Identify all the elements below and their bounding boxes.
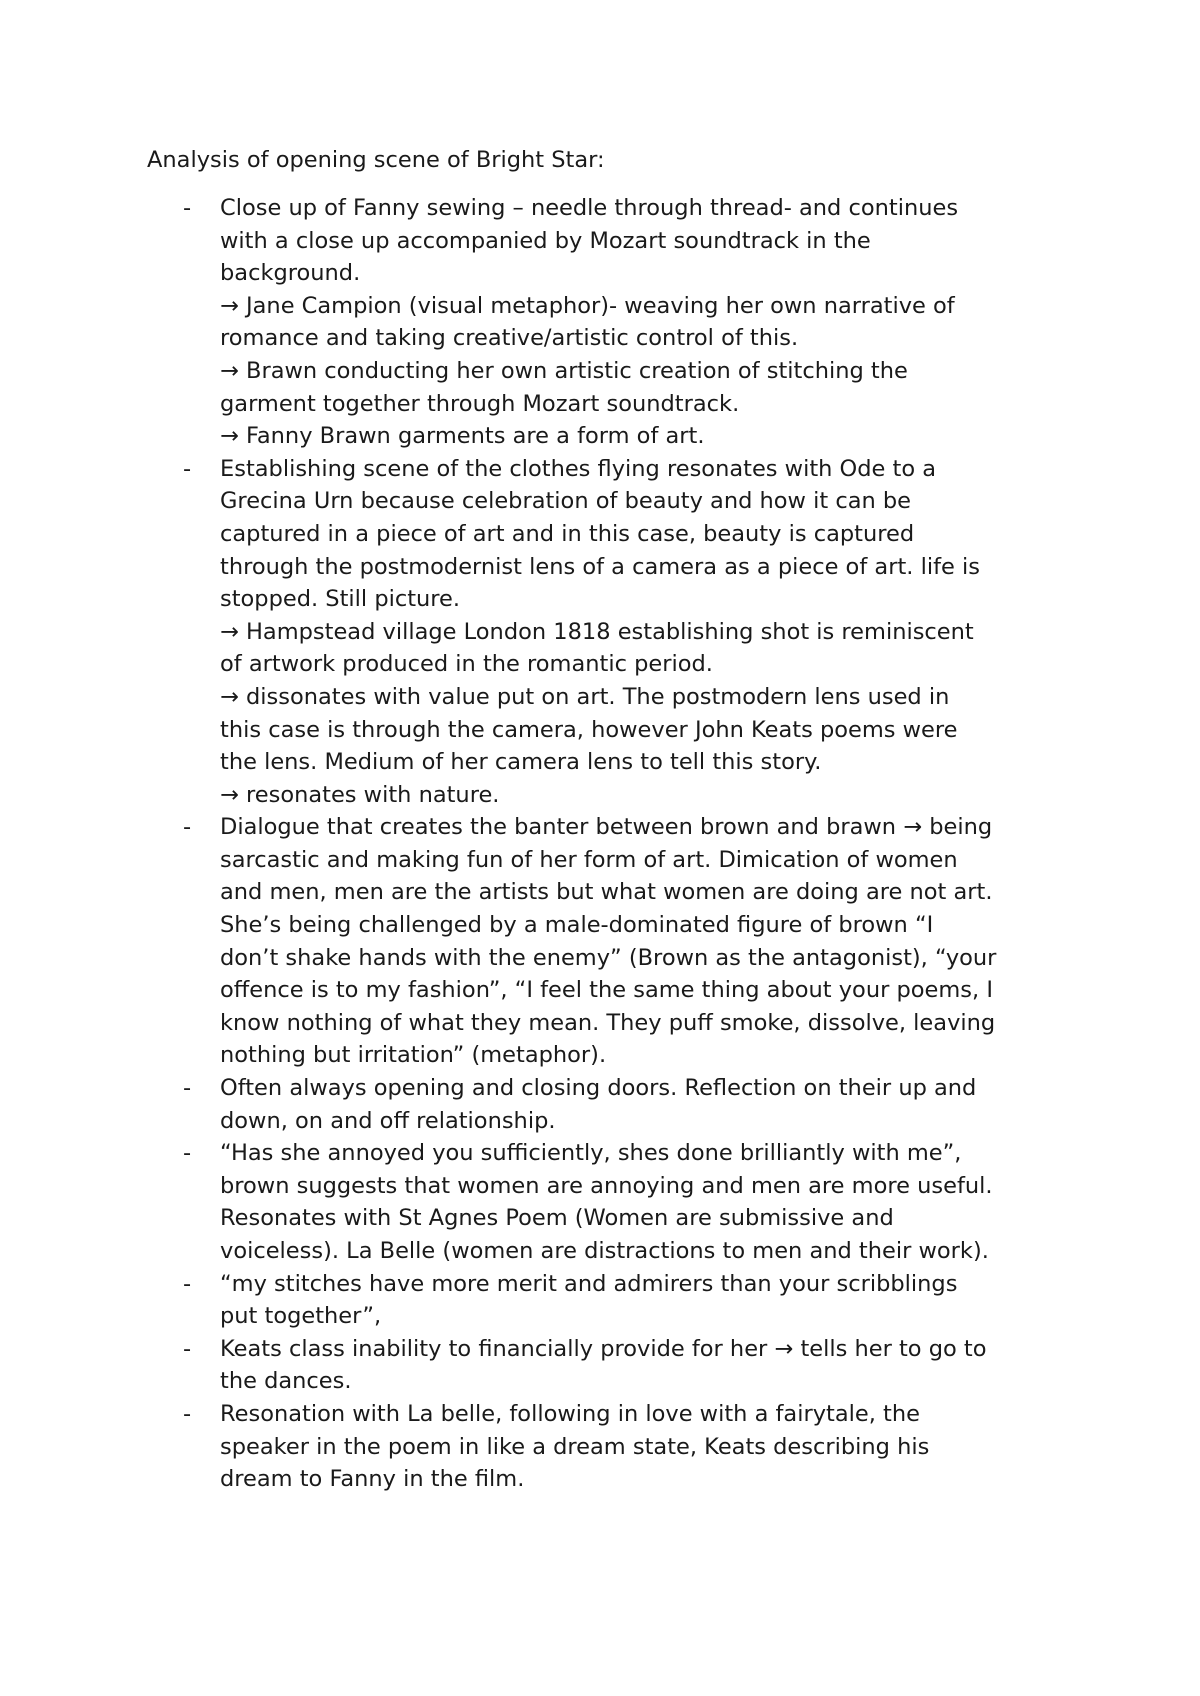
text-line: stopped. Still picture. (220, 586, 461, 613)
text-line: know nothing of what they mean. They puff smoke, dissolve, leaving (220, 1009, 996, 1036)
bullet-item (0, 453, 1200, 812)
bullet-text (220, 1268, 1090, 1333)
text-line: of artwork produced in the romantic period. (220, 651, 713, 678)
text-line: brown suggests that women are annoying and men are more useful. (220, 1172, 993, 1199)
text-line: speaker in the poem in like a dream state, Keats describing his (220, 1433, 930, 1460)
text-line: dream to Fanny in the film. (220, 1466, 525, 1493)
bullet-text (220, 1398, 1090, 1496)
text-line: Dialogue that creates the banter between brown and brawn → being (220, 814, 993, 841)
bullet-marker: - (183, 1270, 192, 1297)
bullet-marker: - (183, 1400, 192, 1427)
text-line: “my stitches have more merit and admirers than your scribblings (220, 1270, 958, 1297)
text-line: the lens. Medium of her camera lens to tell this story. (220, 749, 822, 776)
bullet-item (0, 1398, 1200, 1496)
bullet-marker: - (183, 1075, 192, 1102)
bullet-item (0, 811, 1200, 1072)
text-line: and men, men are the artists but what women are doing are not art. (220, 879, 993, 906)
bullet-item (0, 1268, 1200, 1333)
text-line: this case is through the camera, however John Keats poems were (220, 716, 958, 743)
text-line: → Brawn conducting her own artistic creation of stitching the (220, 357, 908, 384)
bullet-item (0, 1072, 1200, 1137)
bullet-marker: - (183, 1335, 192, 1362)
text-line: Close up of Fanny sewing – needle through thread- and continues (220, 195, 959, 221)
text-line: down, on and off relationship. (220, 1107, 556, 1134)
text-line: Grecina Urn because celebration of beauty and how it can be (220, 488, 912, 515)
text-line: don’t shake hands with the enemy” (Brown as the antagonist), “your (220, 944, 997, 971)
bullet-text (220, 1137, 1090, 1267)
bullet-text (220, 1333, 1090, 1398)
bullet-item (0, 1137, 1200, 1267)
text-line: offence is to my fashion”, “I feel the same thing about your poems, I (220, 977, 993, 1004)
text-line: background. (220, 260, 361, 287)
text-line: → Hampstead village London 1818 establishing shot is reminiscent (220, 618, 974, 645)
text-line: Keats class inability to financially provide for her → tells her to go to (220, 1335, 987, 1362)
document-title: Analysis of opening scene of Bright Star: (147, 147, 605, 173)
text-line: She’s being challenged by a male-dominated figure of brown “I (220, 912, 934, 939)
text-line: “Has she annoyed you sufficiently, shes done brilliantly with me”, (220, 1140, 962, 1167)
text-line: nothing but irritation” (metaphor). (220, 1042, 607, 1069)
bullet-text (220, 811, 1090, 1072)
text-line: voiceless). La Belle (women are distractions to men and their work). (220, 1238, 989, 1264)
text-line: romance and taking creative/artistic control of this. (220, 325, 799, 352)
bullet-marker: - (183, 195, 192, 221)
text-line: Resonation with La belle, following in love with a fairytale, the (220, 1400, 920, 1427)
bullet-item (0, 192, 1200, 453)
text-line: through the postmodernist lens of a camera as a piece of art. life is (220, 553, 980, 580)
bullet-marker: - (183, 814, 192, 841)
text-line: Establishing scene of the clothes flying resonates with Ode to a (220, 455, 937, 482)
text-line: → Jane Campion (visual metaphor)- weaving her own narrative of (220, 292, 955, 319)
bullet-marker: - (183, 1140, 192, 1167)
text-line: garment together through Mozart soundtrack. (220, 390, 740, 417)
text-line: → dissonates with value put on art. The postmodern lens used in (220, 683, 950, 710)
text-line: → Fanny Brawn garments are a form of art. (220, 423, 705, 450)
bullet-list (0, 192, 1200, 1496)
text-line: Often always opening and closing doors. Reflection on their up and (220, 1075, 977, 1102)
text-line: sarcastic and making fun of her form of art. Dimication of women (220, 846, 958, 873)
text-line: → resonates with nature. (220, 781, 500, 808)
text-line: the dances. (220, 1368, 352, 1395)
bullet-text (220, 192, 1090, 453)
text-line: with a close up accompanied by Mozart soundtrack in the (220, 227, 871, 254)
bullet-text (220, 1072, 1090, 1137)
text-line: Resonates with St Agnes Poem (Women are submissive and (220, 1205, 894, 1232)
text-line: put together”, (220, 1303, 382, 1330)
bullet-marker: - (183, 455, 192, 482)
bullet-item (0, 1333, 1200, 1398)
bullet-text (220, 453, 1090, 812)
text-line: captured in a piece of art and in this case, beauty is captured (220, 520, 915, 547)
